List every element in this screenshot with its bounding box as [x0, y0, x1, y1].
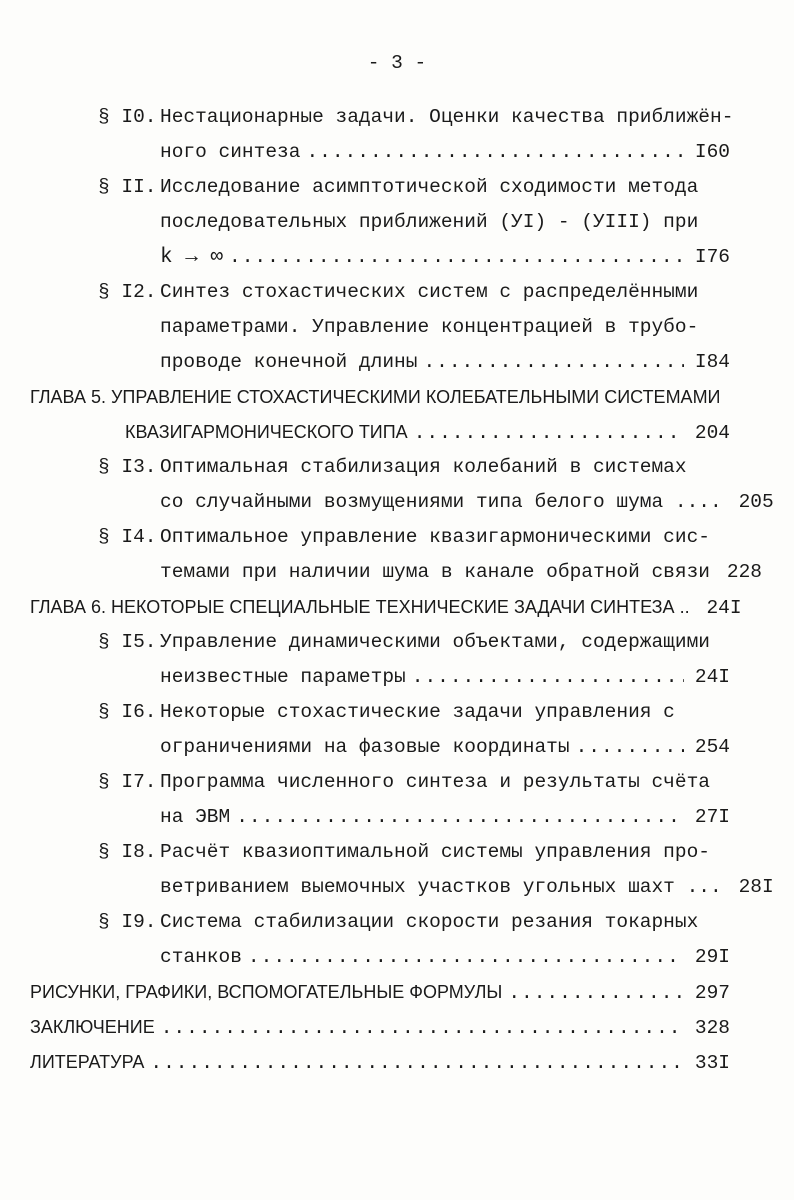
section-title-cont: неизвестные параметры — [160, 666, 406, 688]
page-ref: 228 — [726, 561, 762, 583]
leader-dots — [306, 135, 684, 170]
section-title: Расчёт квазиоптимальной системы управления про- — [160, 841, 710, 863]
toc-leader-line — [160, 240, 730, 275]
page-ref: 254 — [694, 736, 730, 758]
toc-leader-line — [160, 940, 730, 975]
leader-dots — [414, 416, 684, 451]
toc-leader-line — [160, 730, 730, 765]
chapter-heading — [30, 380, 730, 415]
section-title-cont: на ЭВМ — [160, 806, 231, 828]
page-ref: 24I — [694, 666, 730, 688]
toc-entry — [30, 170, 730, 205]
section-title-cont: последовательных приближений (УI) - (УIII) при — [160, 211, 699, 233]
toc-entry — [30, 765, 730, 800]
section-number: § I0. — [98, 106, 157, 128]
page-ref: 204 — [694, 422, 730, 444]
section-title-cont: темами при наличии шума в канале обратной связи — [160, 561, 710, 583]
leader-dots — [161, 1011, 684, 1046]
page-ref: I76 — [694, 246, 730, 268]
table-of-contents — [30, 100, 774, 1080]
section-title: Система стабилизации скорости резания токарных — [160, 911, 699, 933]
leader-dots — [508, 976, 684, 1011]
toc-entry-references — [30, 1045, 730, 1080]
section-title: Управление динамическими объектами, содержащими — [160, 631, 710, 653]
section-title-cont: со случайными возмущениями типа белого шума .... — [160, 491, 722, 513]
leader-dots — [412, 660, 684, 695]
toc-entry — [30, 520, 730, 555]
toc-entry — [30, 905, 730, 940]
leader-dots — [236, 800, 684, 835]
section-number: § II. — [98, 176, 157, 198]
toc-leader-line — [160, 135, 730, 170]
leader-dots — [150, 1046, 684, 1081]
chapter-heading — [30, 590, 742, 625]
section-title-cont: ного синтеза — [160, 141, 301, 163]
section-number: § I8. — [98, 841, 157, 863]
chapter-title-cont: КВАЗИГАРМОНИЧЕСКОГО ТИПА — [125, 422, 408, 442]
section-number: § I4. — [98, 526, 157, 548]
toc-entry-conclusion — [30, 1010, 730, 1045]
section-title-cont: параметрами. Управление концентрацией в трубо- — [160, 316, 699, 338]
chapter-title: ГЛАВА 5. УПРАВЛЕНИЕ СТОХАСТИЧЕСКИМИ КОЛЕБАТЕЛЬНЫМИ СИСТЕМАМИ — [30, 387, 721, 407]
toc-entry — [30, 275, 730, 310]
section-number: § I7. — [98, 771, 157, 793]
section-number: § I3. — [98, 456, 157, 478]
section-number: § I6. — [98, 701, 157, 723]
formula-k-to-infinity: k → ∞ — [160, 246, 224, 269]
section-title: Некоторые стохастические задачи управления с — [160, 701, 675, 723]
toc-leader-line — [160, 660, 730, 695]
section-number: § I5. — [98, 631, 157, 653]
section-title: Синтез стохастических систем с распределёнными — [160, 281, 699, 303]
toc-leader-line — [160, 800, 730, 835]
leader-dots — [576, 730, 684, 765]
section-title-cont: проводе конечной длины — [160, 351, 418, 373]
toc-entry — [30, 450, 730, 485]
section-title-cont: станков — [160, 946, 242, 968]
toc-entry-figures — [30, 975, 730, 1010]
figures-title: РИСУНКИ, ГРАФИКИ, ВСПОМОГАТЕЛЬНЫЕ ФОРМУЛЫ — [30, 982, 503, 1002]
page-ref: 28I — [738, 876, 774, 898]
section-title-cont: ветриванием выемочных участков угольных шахт ... — [160, 876, 722, 898]
page-ref: 328 — [694, 1017, 730, 1039]
page-ref: I60 — [694, 141, 730, 163]
toc-entry — [30, 695, 730, 730]
section-title: Исследование асимптотической сходимости метода — [160, 176, 699, 198]
section-number: § I9. — [98, 911, 157, 933]
page-ref: 27I — [694, 806, 730, 828]
section-title: Нестационарные задачи. Оценки качества приближён- — [160, 106, 734, 128]
page-ref: I84 — [694, 351, 730, 373]
section-title: Оптимальная стабилизация колебаний в системах — [160, 456, 687, 478]
leader-dots — [423, 345, 684, 380]
page-number: - 3 - — [367, 52, 427, 74]
toc-leader-line — [160, 485, 774, 520]
toc-entry — [30, 625, 730, 660]
section-title: Программа численного синтеза и результаты счёта — [160, 771, 710, 793]
toc-entry — [30, 100, 734, 135]
page-ref: 33I — [694, 1052, 730, 1074]
chapter-title: ГЛАВА 6. НЕКОТОРЫЕ СПЕЦИАЛЬНЫЕ ТЕХНИЧЕСКИЕ ЗАДАЧИ СИНТЕЗА .. — [30, 597, 690, 617]
toc-leader-line — [160, 555, 762, 590]
leader-dots — [248, 940, 684, 975]
page-ref: 297 — [694, 982, 730, 1004]
toc-entry — [30, 835, 730, 870]
page-ref: 205 — [738, 491, 774, 513]
conclusion-title: ЗАКЛЮЧЕНИЕ — [30, 1017, 155, 1037]
section-number: § I2. — [98, 281, 157, 303]
toc-leader-line — [125, 415, 730, 451]
section-title-cont: ограничениями на фазовые координаты — [160, 736, 570, 758]
references-title: ЛИТЕРАТУРА — [30, 1052, 145, 1072]
page-ref: 24I — [706, 597, 742, 619]
section-title: Оптимальное управление квазигармоническими сис- — [160, 526, 710, 548]
leader-dots — [229, 240, 684, 275]
page-ref: 29I — [694, 946, 730, 968]
toc-leader-line — [160, 870, 774, 905]
toc-leader-line — [160, 345, 730, 380]
